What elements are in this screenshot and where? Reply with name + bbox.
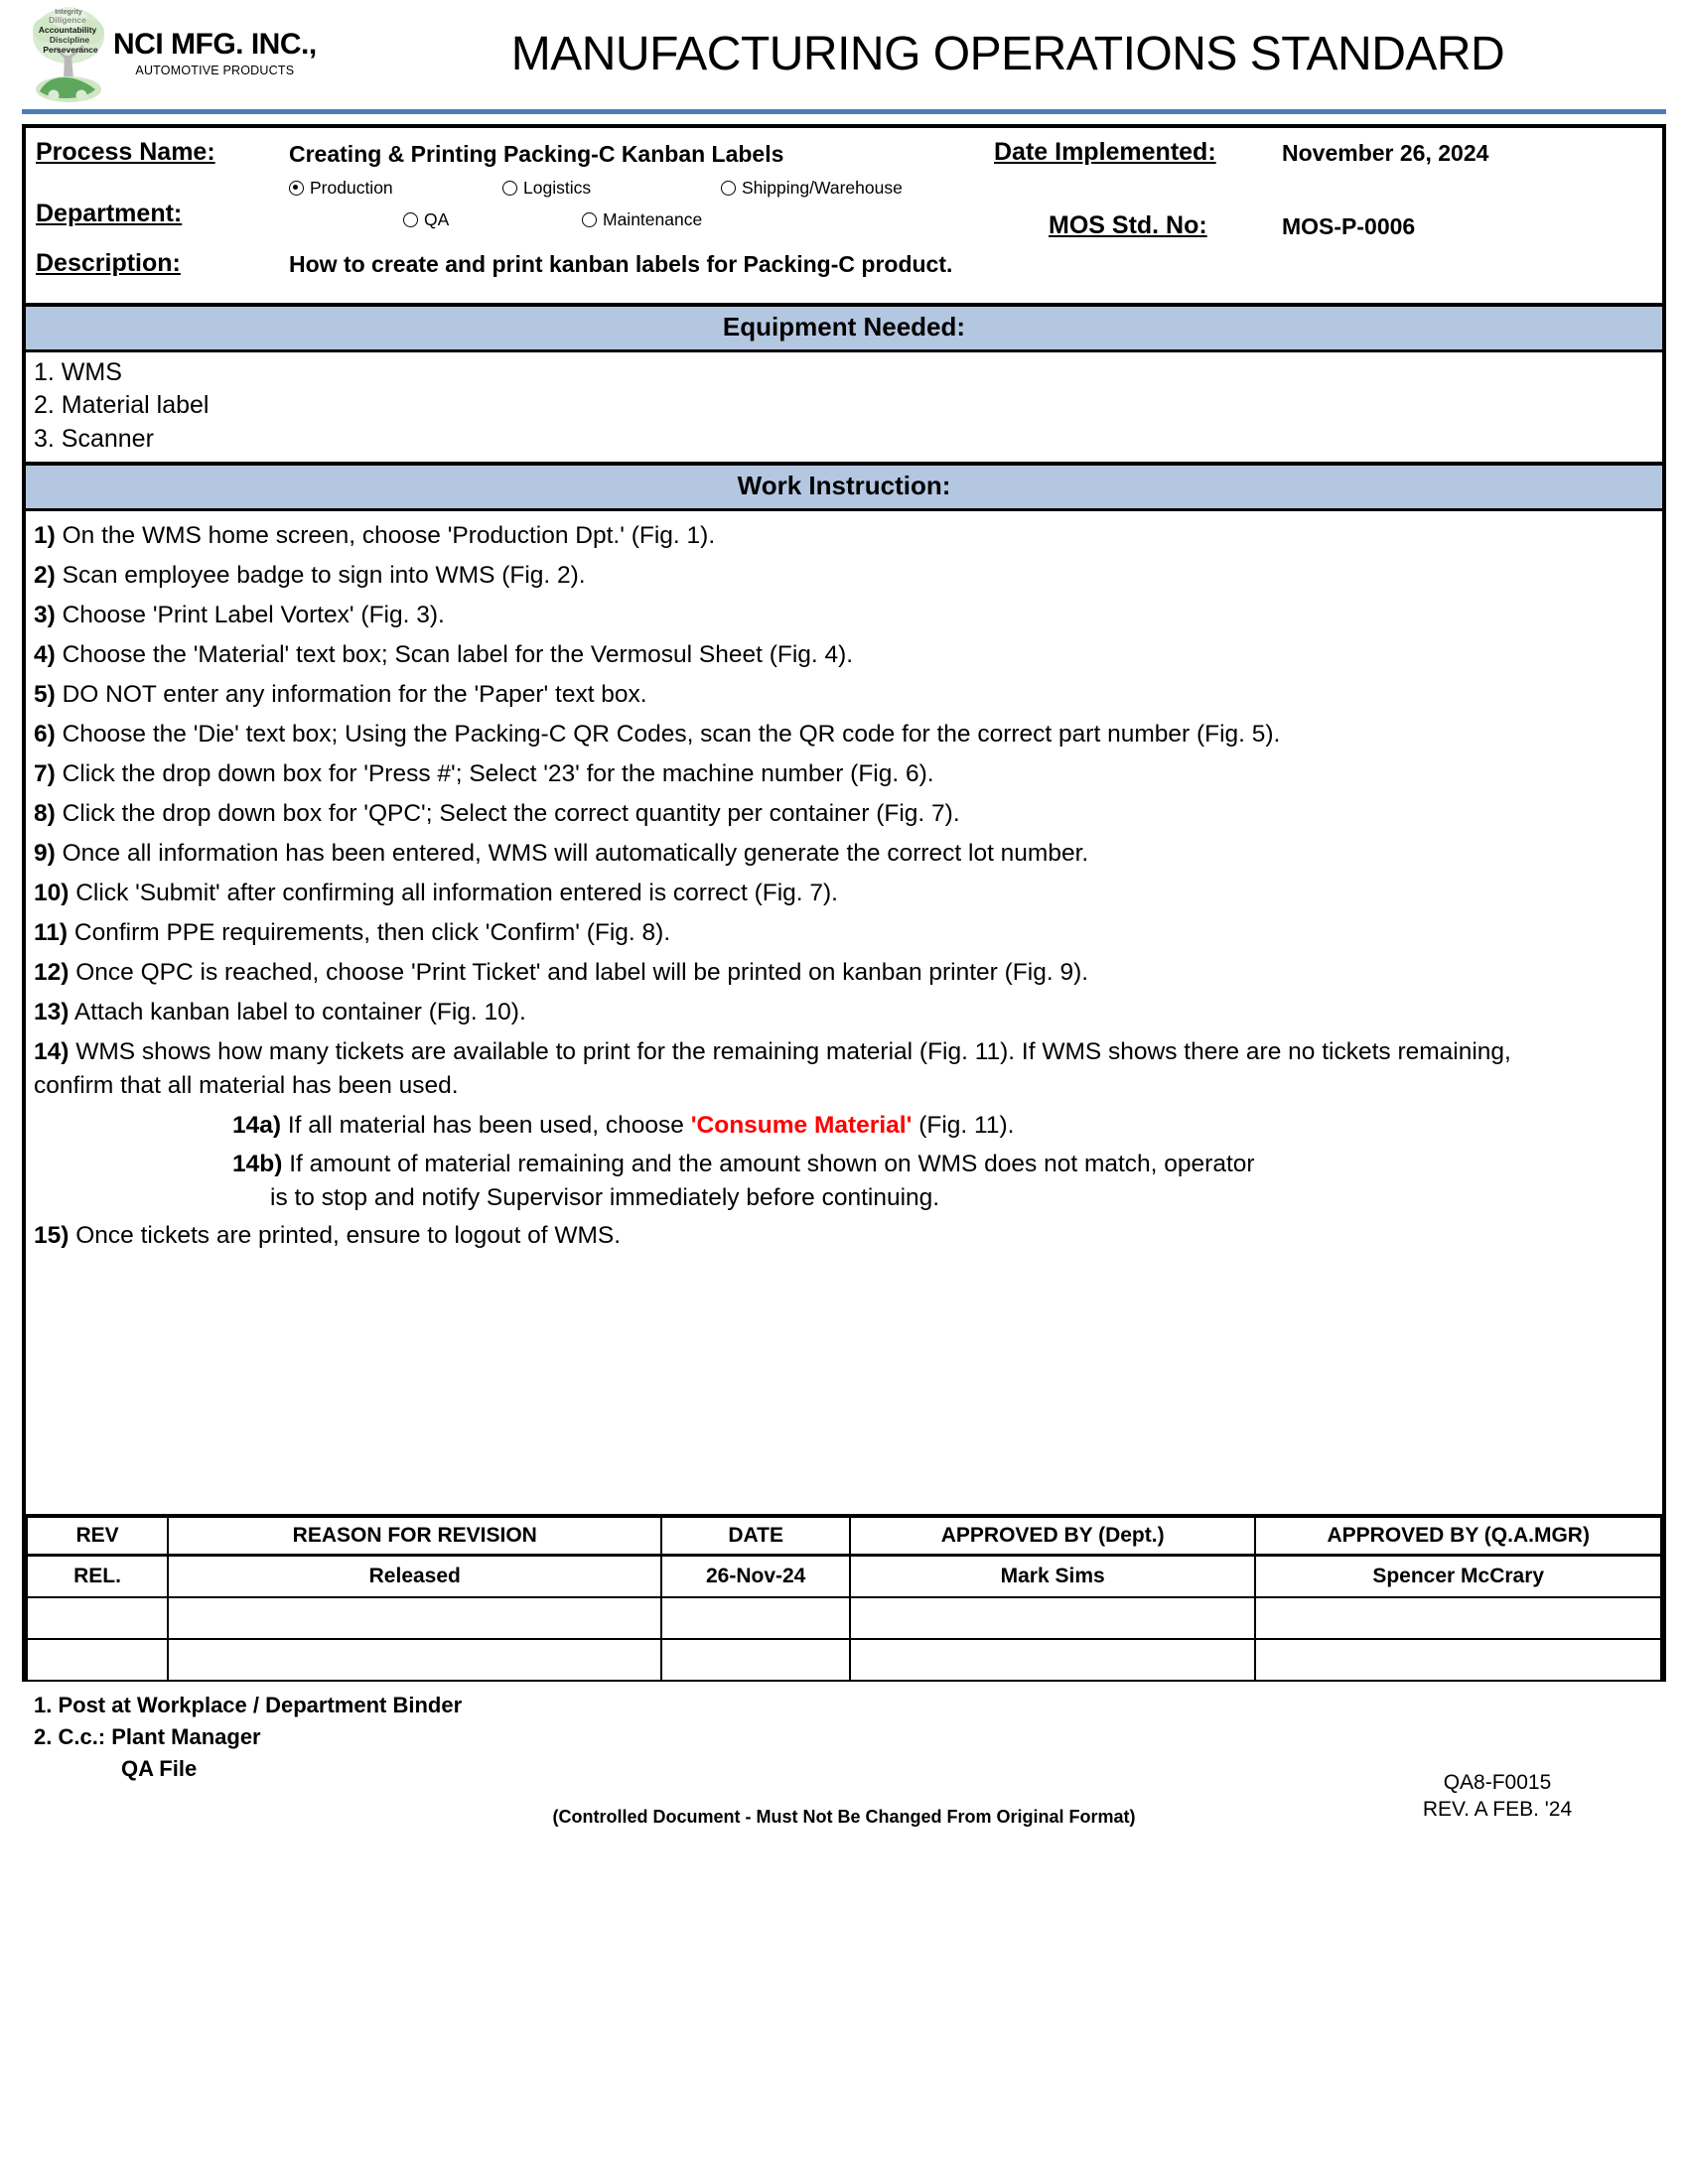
step-5 — [34, 678, 1583, 712]
cell-approved-dept — [850, 1639, 1256, 1681]
department-row — [26, 178, 1662, 239]
step-14b — [232, 1148, 1583, 1215]
cell-rev — [27, 1639, 168, 1681]
step-text: WMS shows how many tickets are available to print for the remaining material (Fig. 11). If WMS shows there are no tickets remaining, confirm that all material has been used. — [34, 1038, 1511, 1100]
column-header-reason: REASON FOR REVISION — [168, 1516, 661, 1556]
distribution-item-qa-file: QA File — [121, 1755, 198, 1781]
step-number: 2) — [34, 561, 56, 589]
cell-approved-qa — [1255, 1597, 1661, 1639]
company-name: NCI MFG. INC., — [113, 28, 317, 61]
radio-qa-label: QA — [424, 209, 450, 229]
step-text: Once all information has been entered, WMS will automatically generate the correct lot number. — [62, 840, 1089, 868]
radio-dot-icon[interactable] — [289, 181, 304, 196]
step-8 — [34, 797, 1583, 831]
cell-date — [661, 1597, 849, 1639]
step-text: Click the drop down box for 'Press #'; Select '23' for the machine number (Fig. 6). — [62, 760, 934, 788]
cell-approved-qa: Spencer McCrary — [1255, 1556, 1661, 1597]
step-number: 12) — [34, 959, 70, 987]
step-11 — [34, 916, 1583, 950]
radio-dot-icon[interactable] — [403, 212, 418, 227]
radio-production[interactable] — [289, 178, 393, 199]
step-1 — [34, 519, 1583, 553]
department-label: Department: — [36, 200, 183, 227]
step-10 — [34, 877, 1583, 910]
description-value: How to create and print kanban labels for Packing-C product. — [289, 251, 953, 277]
radio-production-label: Production — [310, 178, 393, 198]
equipment-list — [26, 352, 1662, 462]
step-6 — [34, 718, 1583, 751]
table-header-row — [27, 1516, 1661, 1556]
step-12 — [34, 956, 1583, 990]
step-number: 1) — [34, 521, 56, 549]
step-text: Once QPC is reached, choose 'Print Ticket' and label will be printed on kanban printer (Fig. 9). — [75, 959, 1089, 987]
radio-maintenance-label: Maintenance — [603, 209, 703, 229]
step-text-before: If all material has been used, choose — [287, 1112, 691, 1140]
table-row — [27, 1639, 1661, 1681]
step-number: 4) — [34, 640, 56, 668]
svg-text:Diligence: Diligence — [49, 15, 86, 25]
step-text: Choose 'Print Label Vortex' (Fig. 3). — [62, 601, 445, 628]
step-number: 3) — [34, 601, 56, 628]
header-accent-rule — [22, 109, 1666, 114]
list-item: 3. Scanner — [34, 424, 154, 453]
step-text-after: (Fig. 11). — [912, 1112, 1015, 1140]
form-code: QA8-F0015 — [1443, 1770, 1552, 1794]
company-logo-block — [30, 4, 338, 103]
cell-date: 26-Nov-24 — [661, 1556, 849, 1597]
step-number: 10) — [34, 880, 70, 907]
mos-std-no-value: MOS-P-0006 — [1282, 213, 1416, 239]
svg-text:Perseverance: Perseverance — [43, 45, 98, 55]
radio-qa[interactable] — [403, 209, 449, 230]
description-row — [26, 239, 1662, 297]
work-instruction-banner-label: Work Instruction: — [737, 470, 951, 500]
step-3 — [34, 599, 1583, 632]
radio-logistics[interactable] — [502, 178, 591, 199]
cell-reason: Released — [168, 1556, 661, 1597]
column-header-date: DATE — [661, 1516, 849, 1556]
step-text: If amount of material remaining and the amount shown on WMS does not match, operator — [289, 1150, 1255, 1177]
cell-approved-dept: Mark Sims — [850, 1556, 1256, 1597]
company-tagline: AUTOMOTIVE PRODUCTS — [135, 64, 295, 77]
step-number: 5) — [34, 680, 56, 708]
step-14a — [232, 1109, 1583, 1143]
step-number: 14b) — [232, 1150, 283, 1177]
step-9 — [34, 837, 1583, 871]
cell-reason — [168, 1639, 661, 1681]
radio-dot-icon[interactable] — [721, 181, 736, 196]
cell-date — [661, 1639, 849, 1681]
radio-shipping-warehouse-label: Shipping/Warehouse — [742, 178, 903, 198]
column-header-approved-qa: APPROVED BY (Q.A.MGR) — [1255, 1516, 1661, 1556]
svg-text:Accountability: Accountability — [38, 25, 97, 35]
list-item: 1. WMS — [34, 358, 122, 386]
step-text: Once tickets are printed, ensure to logout of WMS. — [75, 1221, 622, 1249]
work-instruction-banner — [26, 462, 1662, 511]
step-15 — [34, 1219, 1583, 1253]
revision-table — [26, 1514, 1662, 1682]
step-number: 14a) — [232, 1112, 282, 1140]
step-number: 8) — [34, 800, 56, 828]
date-implemented-value: November 26, 2024 — [1282, 140, 1489, 166]
department-radio-group — [289, 178, 974, 229]
column-header-rev: REV — [27, 1516, 168, 1556]
radio-maintenance[interactable] — [582, 209, 702, 230]
mos-std-no-label: MOS Std. No: — [1049, 211, 1207, 239]
step-number: 7) — [34, 760, 56, 788]
tree-car-logo-icon — [30, 4, 107, 103]
cell-rev — [27, 1597, 168, 1639]
work-instruction-list — [26, 511, 1662, 1514]
radio-dot-icon[interactable] — [502, 181, 517, 196]
step-2 — [34, 559, 1583, 593]
step-number: 9) — [34, 840, 56, 868]
cell-approved-qa — [1255, 1639, 1661, 1681]
step-text: Click 'Submit' after confirming all information entered is correct (Fig. 7). — [75, 880, 838, 907]
step-text: Click the drop down box for 'QPC'; Select the correct quantity per container (Fig. 7). — [62, 800, 960, 828]
process-name-value: Creating & Printing Packing-C Kanban Labels — [289, 141, 784, 167]
svg-text:Discipline: Discipline — [49, 35, 90, 45]
form-code-block — [1348, 1769, 1646, 1824]
list-item: 2. Material label — [34, 391, 210, 420]
distribution-item-1: 1. Post at Workplace / Department Binder — [34, 1692, 463, 1717]
cell-reason — [168, 1597, 661, 1639]
cell-rev: REL. — [27, 1556, 168, 1597]
table-row — [27, 1597, 1661, 1639]
step-text: Attach kanban label to container (Fig. 10). — [73, 999, 526, 1026]
step-14 — [34, 1035, 1583, 1103]
radio-shipping-warehouse[interactable] — [721, 178, 903, 199]
document-header — [0, 0, 1688, 107]
radio-logistics-label: Logistics — [523, 178, 592, 198]
step-number: 15) — [34, 1221, 70, 1249]
step-text: DO NOT enter any information for the 'Paper' text box. — [62, 680, 647, 708]
document-body-frame — [22, 124, 1666, 1682]
distribution-item-2: 2. C.c.: Plant Manager — [34, 1723, 261, 1749]
step-4 — [34, 638, 1583, 672]
controlled-document-note: (Controlled Document - Must Not Be Changed From Original Format) — [552, 1806, 1136, 1827]
metadata-block — [26, 128, 1662, 303]
form-revision: REV. A FEB. '24 — [1422, 1798, 1573, 1822]
document-footer — [22, 1690, 1666, 1839]
consume-material-highlight: 'Consume Material' — [690, 1112, 913, 1140]
date-implemented-label: Date Implemented: — [994, 138, 1216, 166]
radio-dot-icon[interactable] — [582, 212, 597, 227]
step-text: On the WMS home screen, choose 'Production Dpt.' (Fig. 1). — [62, 521, 716, 549]
step-7 — [34, 757, 1583, 791]
step-number: 11) — [34, 919, 69, 947]
equipment-needed-banner-label: Equipment Needed: — [722, 312, 966, 341]
document-title: MANUFACTURING OPERATIONS STANDARD — [510, 27, 1505, 80]
step-number: 13) — [34, 999, 70, 1026]
table-row — [27, 1556, 1661, 1597]
step-number: 14) — [34, 1038, 70, 1066]
cell-approved-dept — [850, 1597, 1256, 1639]
process-name-row — [26, 138, 1662, 182]
process-name-label: Process Name: — [36, 138, 215, 166]
description-label: Description: — [36, 249, 181, 277]
step-13 — [34, 996, 1583, 1029]
step-text: Choose the 'Material' text box; Scan label for the Vermosul Sheet (Fig. 4). — [62, 640, 854, 668]
step-text: Choose the 'Die' text box; Using the Packing-C QR Codes, scan the QR code for the correct part number (Fig. 5). — [62, 720, 1281, 748]
step-text: Confirm PPE requirements, then click 'Confirm' (Fig. 8). — [73, 919, 671, 947]
step-text: Scan employee badge to sign into WMS (Fig. 2). — [62, 561, 586, 589]
equipment-needed-banner — [26, 303, 1662, 352]
step-number: 6) — [34, 720, 56, 748]
column-header-approved-dept: APPROVED BY (Dept.) — [850, 1516, 1256, 1556]
step-text-continued: is to stop and notify Supervisor immediately before continuing. — [270, 1183, 940, 1211]
svg-text:Integrity: Integrity — [55, 9, 82, 16]
